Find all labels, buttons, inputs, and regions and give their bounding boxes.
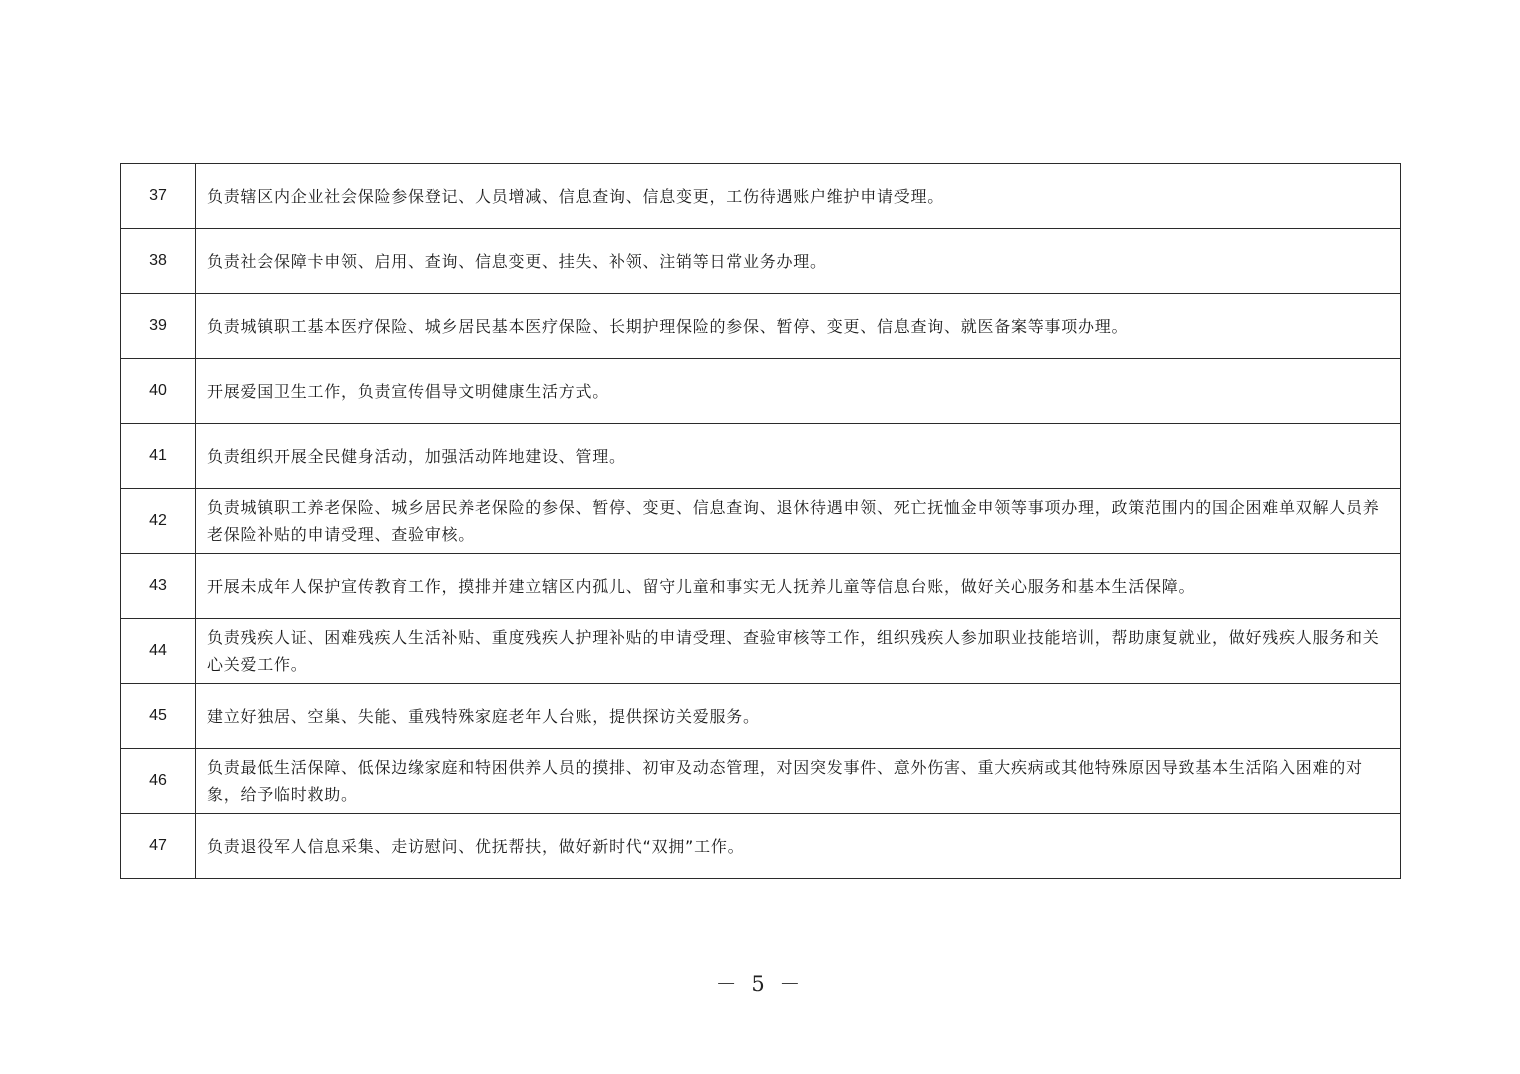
row-number: 41: [121, 424, 196, 489]
duty-table: [120, 163, 1401, 879]
row-number: 40: [121, 359, 196, 424]
row-description: 负责社会保障卡申领、启用、查询、信息变更、挂失、补领、注销等日常业务办理。: [196, 229, 1401, 294]
table-row: [121, 554, 1401, 619]
page-number: － 5 －: [715, 972, 805, 996]
table-row: [121, 229, 1401, 294]
row-description: 负责城镇职工基本医疗保险、城乡居民基本医疗保险、长期护理保险的参保、暂停、变更、信息查询、就医备案等事项办理。: [196, 294, 1401, 359]
table-row: [121, 424, 1401, 489]
row-number: 43: [121, 554, 196, 619]
row-description: 开展爱国卫生工作，负责宣传倡导文明健康生活方式。: [196, 359, 1401, 424]
row-number: 44: [121, 619, 196, 684]
table-row: [121, 684, 1401, 749]
row-number: 46: [121, 749, 196, 814]
row-description: 负责辖区内企业社会保险参保登记、人员增减、信息查询、信息变更，工伤待遇账户维护申请受理。: [196, 164, 1401, 229]
table-row: [121, 489, 1401, 554]
row-description: 负责组织开展全民健身活动，加强活动阵地建设、管理。: [196, 424, 1401, 489]
table-row: [121, 619, 1401, 684]
row-number: 37: [121, 164, 196, 229]
row-number: 39: [121, 294, 196, 359]
duty-table-body: [121, 164, 1401, 879]
table-row: [121, 294, 1401, 359]
row-description: 负责残疾人证、困难残疾人生活补贴、重度残疾人护理补贴的申请受理、查验审核等工作，组织残疾人参加职业技能培训，帮助康复就业，做好残疾人服务和关心关爱工作。: [196, 619, 1401, 684]
row-description: 开展未成年人保护宣传教育工作，摸排并建立辖区内孤儿、留守儿童和事实无人抚养儿童等信息台账，做好关心服务和基本生活保障。: [196, 554, 1401, 619]
table-row: [121, 164, 1401, 229]
row-number: 47: [121, 814, 196, 879]
row-description: 负责退役军人信息采集、走访慰问、优抚帮扶，做好新时代“双拥”工作。: [196, 814, 1401, 879]
table-row: [121, 814, 1401, 879]
row-description: 负责最低生活保障、低保边缘家庭和特困供养人员的摸排、初审及动态管理，对因突发事件、意外伤害、重大疾病或其他特殊原因导致基本生活陷入困难的对象，给予临时救助。: [196, 749, 1401, 814]
row-number: 38: [121, 229, 196, 294]
row-number: 45: [121, 684, 196, 749]
table-row: [121, 749, 1401, 814]
row-number: 42: [121, 489, 196, 554]
row-description: 负责城镇职工养老保险、城乡居民养老保险的参保、暂停、变更、信息查询、退休待遇申领、死亡抚恤金申领等事项办理，政策范围内的国企困难单双解人员养老保险补贴的申请受理、查验审核。: [196, 489, 1401, 554]
row-description: 建立好独居、空巢、失能、重残特殊家庭老年人台账，提供探访关爱服务。: [196, 684, 1401, 749]
table-row: [121, 359, 1401, 424]
